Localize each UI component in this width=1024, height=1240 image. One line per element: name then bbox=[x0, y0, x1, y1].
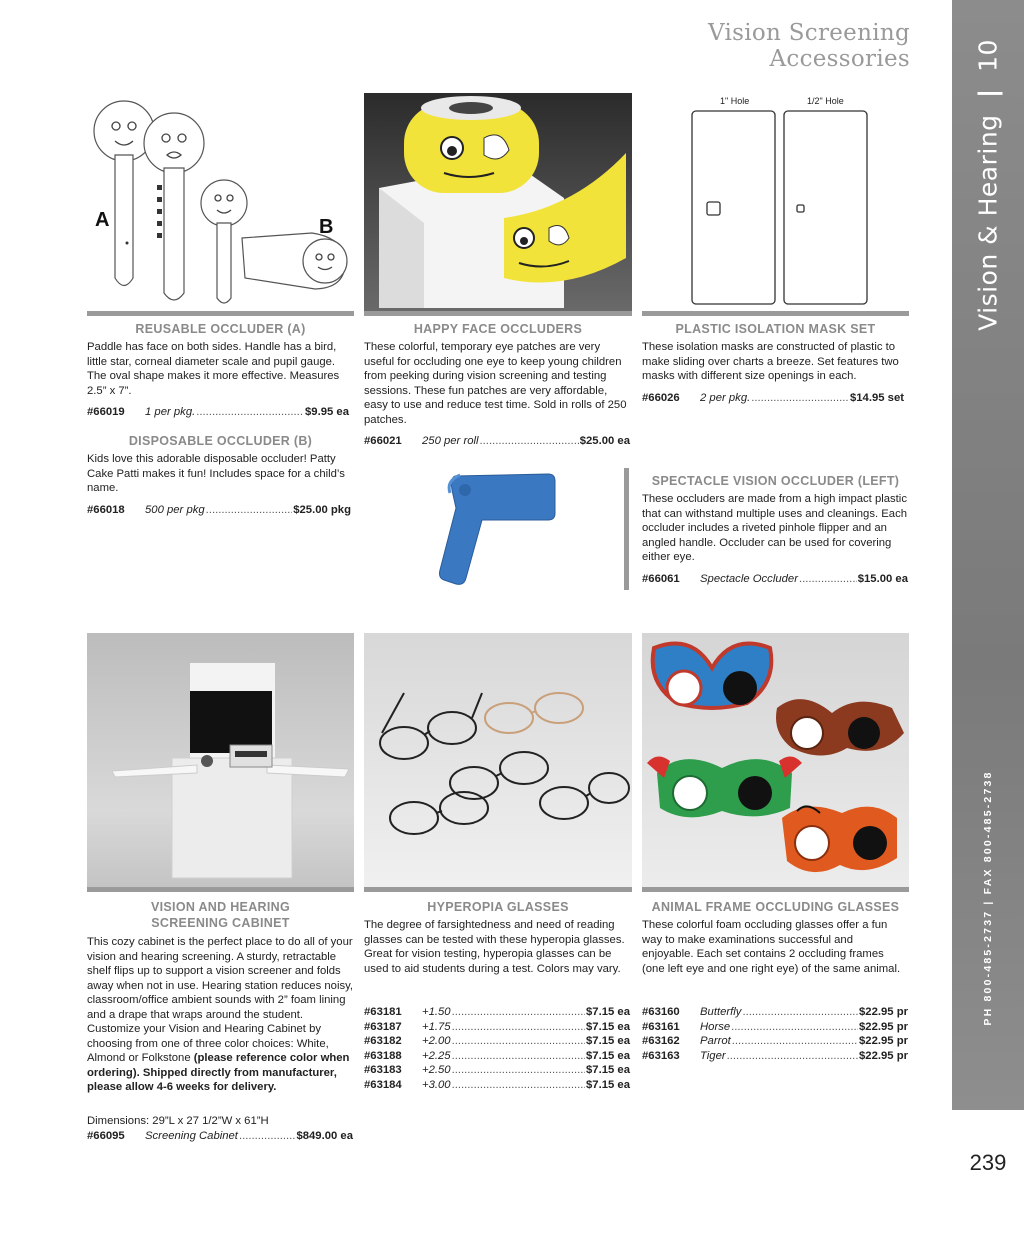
sku-row bbox=[642, 572, 908, 587]
animal-glasses-illustration bbox=[642, 633, 909, 887]
product-title-cabinet-line1: VISION AND HEARING bbox=[151, 900, 290, 914]
sku-code: #66095 bbox=[87, 1130, 125, 1142]
sku-label: 1 per pkg. bbox=[145, 406, 196, 418]
sku-label: Spectacle Occluder bbox=[700, 573, 798, 585]
sku-price: $7.15 ea bbox=[586, 1064, 630, 1076]
sku-row bbox=[364, 1034, 630, 1049]
sku-label: 2 per pkg. bbox=[700, 392, 751, 404]
sku-price: $7.15 ea bbox=[586, 1078, 630, 1091]
dot-leader bbox=[452, 1034, 585, 1049]
hole-label-1: 1" Hole bbox=[720, 96, 750, 106]
sku-label: +2.25 bbox=[422, 1049, 451, 1062]
product-title-disposable: DISPOSABLE OCCLUDER (B) bbox=[128, 434, 313, 448]
product-desc-hyperopia: The degree of farsightedness and need of reading glasses can be tested with these hyperopia glasses. Great for vision testing, hyperopia glasses can be used to aid students during a test. Colors may vary. bbox=[364, 919, 625, 975]
sku-row bbox=[364, 434, 630, 449]
sku-price: $7.15 ea bbox=[586, 1049, 630, 1062]
sku-code: #63163 bbox=[642, 1049, 680, 1062]
divider-bar bbox=[364, 887, 632, 892]
product-dimensions-cabinet: Dimensions: 29”L x 27 1/2”W x 61”H bbox=[87, 1115, 269, 1127]
sku-label: Horse bbox=[700, 1020, 731, 1033]
sku-label: +1.75 bbox=[422, 1020, 451, 1033]
sku-list-hyperopia bbox=[364, 1005, 630, 1092]
product-desc-isolation-mask: These isolation masks are constructed of plastic to make sliding over charts a breeze. Set features two masks with different size openings in each. bbox=[642, 341, 899, 382]
sku-row bbox=[364, 1063, 630, 1078]
sku-label: Tiger bbox=[700, 1049, 726, 1062]
product-title-reusable: REUSABLE OCCLUDER (A) bbox=[135, 322, 306, 336]
sku-label: 500 per pkg bbox=[145, 504, 205, 516]
sku-price: $22.95 pr bbox=[859, 1049, 908, 1062]
hole-label-2: 1/2" Hole bbox=[807, 96, 844, 106]
sku-code: #63182 bbox=[364, 1035, 402, 1047]
isolation-mask-illustration bbox=[642, 93, 909, 310]
product-title-happy-face: HAPPY FACE OCCLUDERS bbox=[413, 322, 583, 336]
sku-price: $7.15 ea bbox=[586, 1006, 630, 1018]
sku-code: #63181 bbox=[364, 1006, 402, 1018]
sku-label: Parrot bbox=[700, 1035, 731, 1047]
product-desc-cabinet-text: This cozy cabinet is the perfect place to do all of your vision and hearing screening. A sturdy, retractable shelf flips up to support a vision screener and folds away when not in use. Hearing station reduces noisy, classroom/office ambient sounds with 2” foam lining and a drape that wraps around the student. Customize your Vision and Hearing Cabinet by choosing from one of three color choices: White, Almond or Folkstone bbox=[87, 936, 354, 1064]
sku-code: #63184 bbox=[364, 1078, 402, 1091]
sku-list-happy-face bbox=[364, 434, 630, 449]
sku-code: #63187 bbox=[364, 1020, 402, 1033]
sku-label: Screening Cabinet bbox=[145, 1130, 238, 1142]
sku-row bbox=[364, 1049, 630, 1064]
page-number: 239 bbox=[969, 1150, 1007, 1175]
dot-leader bbox=[452, 1005, 585, 1020]
dot-leader bbox=[196, 405, 304, 420]
sku-list-animal bbox=[642, 1005, 908, 1063]
sku-row bbox=[642, 1049, 908, 1064]
sku-price: $25.00 ea bbox=[579, 435, 630, 447]
sku-code: #63162 bbox=[642, 1035, 680, 1047]
dot-leader bbox=[452, 1078, 585, 1093]
sku-list-cabinet bbox=[87, 1129, 353, 1144]
sku-code: #63161 bbox=[642, 1020, 680, 1033]
sku-row bbox=[87, 503, 351, 518]
sku-list-spectacle bbox=[642, 572, 908, 587]
dot-leader bbox=[452, 1020, 585, 1035]
spectacle-occluder-illustration bbox=[420, 468, 565, 593]
product-desc-happy-face: These colorful, temporary eye patches are very useful for occluding one eye to keep young children from peeking during vision screening and testing sessions. These fun patches are very affordable, easy to use and reduce test time. Sold in rolls of 250 patches. bbox=[364, 341, 627, 426]
sku-code: #63188 bbox=[364, 1049, 402, 1062]
dot-leader bbox=[799, 572, 857, 587]
occluder-paddles-image bbox=[87, 93, 354, 310]
sku-row bbox=[364, 1078, 630, 1093]
product-desc-reusable: Paddle has face on both sides. Handle has a bird, little star, corneal diameter scale and pupil gauge. The oval shape makes it more effective. Measures 2.5” x 7”. bbox=[87, 341, 340, 397]
product-title-cabinet-line2: SCREENING CABINET bbox=[151, 916, 290, 930]
sku-price: $25.00 pkg bbox=[293, 504, 351, 516]
sku-row bbox=[642, 1020, 908, 1035]
happy-face-illustration bbox=[364, 93, 632, 313]
sku-row bbox=[364, 1020, 630, 1035]
product-title-hyperopia: HYPEROPIA GLASSES bbox=[427, 900, 569, 914]
sku-code: #66019 bbox=[87, 406, 125, 418]
divider-bar bbox=[642, 311, 909, 316]
dot-leader bbox=[239, 1129, 296, 1144]
spectacle-occluder-image bbox=[420, 468, 565, 593]
sku-label: +3.00 bbox=[422, 1078, 451, 1091]
cabinet-image bbox=[87, 633, 354, 887]
occluder-paddles-illustration bbox=[87, 93, 354, 310]
sku-price: $7.15 ea bbox=[586, 1035, 630, 1047]
sku-list-isolation-mask bbox=[642, 391, 904, 406]
sku-label: +2.00 bbox=[422, 1035, 451, 1047]
dot-leader bbox=[452, 1063, 585, 1078]
sku-code: #63183 bbox=[364, 1064, 402, 1076]
dot-leader bbox=[732, 1034, 858, 1049]
divider-bar bbox=[642, 887, 909, 892]
cabinet-illustration bbox=[87, 633, 354, 887]
sku-price: $9.95 ea bbox=[305, 406, 349, 418]
page-title: Vision Screening Accessories bbox=[707, 20, 910, 72]
product-title-animal: ANIMAL FRAME OCCLUDING GLASSES bbox=[651, 900, 900, 914]
animal-glasses-image bbox=[642, 633, 909, 887]
sku-label: +2.50 bbox=[422, 1064, 451, 1076]
sku-row bbox=[87, 405, 349, 420]
sku-code: #66021 bbox=[364, 435, 402, 447]
sku-label: Butterfly bbox=[700, 1006, 742, 1018]
isolation-mask-image bbox=[642, 93, 909, 310]
sku-price: $22.95 pr bbox=[859, 1006, 908, 1018]
divider-bar bbox=[87, 887, 354, 892]
product-desc-cabinet bbox=[87, 935, 357, 1095]
sku-code: #63160 bbox=[642, 1006, 680, 1018]
product-title-spectacle: SPECTACLE VISION OCCLUDER (LEFT) bbox=[651, 474, 900, 488]
sku-list-reusable bbox=[87, 405, 349, 420]
dot-leader bbox=[731, 1020, 858, 1035]
sku-row bbox=[87, 1129, 353, 1144]
sku-price: $849.00 ea bbox=[296, 1130, 353, 1142]
product-desc-animal: These colorful foam occluding glasses offer a fun way to make examinations successful and enjoyable. Each set contains 2 occluding frames (one left eye and one right eye) of the same animal. bbox=[642, 919, 901, 975]
sku-row bbox=[642, 1005, 908, 1020]
product-desc-cabinet-bold: (please reference color when ordering). Shipped directly from manufacturer, please allow 4-6 weeks for delivery. bbox=[87, 1052, 350, 1093]
sku-list-disposable bbox=[87, 503, 351, 518]
happy-face-image bbox=[364, 93, 632, 313]
chapter-title: Vision & Hearing bbox=[973, 114, 1003, 331]
divider-bar bbox=[87, 311, 354, 316]
sku-price: $14.95 set bbox=[849, 392, 904, 404]
sku-code: #66026 bbox=[642, 392, 680, 404]
chapter-label: Vision & Hearing | 10 bbox=[973, 39, 1003, 331]
label-b: B bbox=[319, 216, 334, 238]
product-desc-disposable: Kids love this adorable disposable occluder! Patty Cake Patti makes it fun! Includes space for a child’s name. bbox=[87, 453, 345, 494]
chapter-number: 10 bbox=[973, 39, 1003, 72]
sku-price: $7.15 ea bbox=[586, 1020, 630, 1033]
product-desc-spectacle: These occluders are made from a high impact plastic that can withstand multiple uses and cleanings. Each occluder includes a riveted pinhole flipper and an angled handle. Occluder can be used for covering either eye. bbox=[642, 493, 908, 563]
product-title-isolation-mask: PLASTIC ISOLATION MASK SET bbox=[675, 322, 876, 336]
sku-label: 250 per roll bbox=[422, 435, 479, 447]
sku-row bbox=[364, 1005, 630, 1020]
dot-leader bbox=[452, 1049, 585, 1064]
dot-leader bbox=[480, 434, 579, 449]
sku-row bbox=[642, 1034, 908, 1049]
label-a: A bbox=[95, 209, 110, 231]
divider-bar bbox=[364, 311, 632, 316]
sku-code: #66061 bbox=[642, 573, 680, 585]
hyperopia-glasses-illustration bbox=[364, 633, 632, 887]
dot-leader bbox=[727, 1049, 858, 1064]
sku-price: $22.95 pr bbox=[859, 1035, 908, 1047]
divider-bar-vertical bbox=[624, 468, 629, 590]
sku-price: $15.00 ea bbox=[857, 573, 908, 585]
dot-leader bbox=[751, 391, 849, 406]
product-title-cabinet bbox=[87, 899, 354, 931]
sku-code: #66018 bbox=[87, 504, 125, 516]
dot-leader bbox=[206, 503, 293, 518]
dot-leader bbox=[742, 1005, 858, 1020]
sku-row bbox=[642, 391, 904, 406]
sku-price: $22.95 pr bbox=[859, 1020, 908, 1033]
contact-numbers: PH 800-485-2737 | FAX 800-485-2738 bbox=[982, 770, 994, 1026]
hyperopia-glasses-image bbox=[364, 633, 632, 887]
sku-label: +1.50 bbox=[422, 1006, 451, 1018]
chapter-tab bbox=[952, 0, 1024, 1110]
